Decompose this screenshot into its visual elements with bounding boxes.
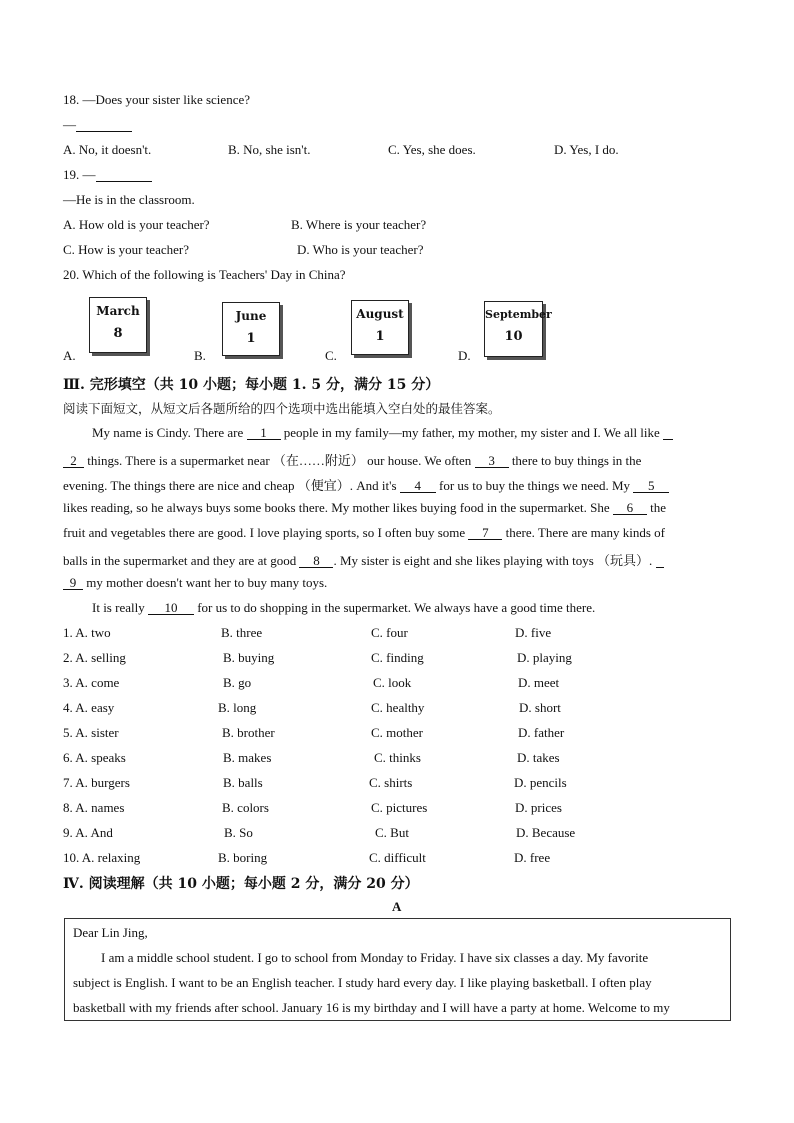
cloze-q8-d: D. prices [515,800,562,815]
cloze-q4-a: 4. A. easy [63,700,115,715]
letter-line-1: I am a middle school student. I go to school from Monday to Friday. I have six classes a day. My favorite [101,950,649,965]
q18-question: 18. —Does your sister like science? [63,92,251,107]
q18-option-d: D. Yes, I do. [554,142,619,157]
letter-line-2: subject is English. I want to be an English teacher. I study hard every day. I like playing basketball. I often play [73,975,652,990]
cloze-q6-b: B. makes [223,750,272,765]
cloze-q8-a: 8. A. names [63,800,125,815]
blank-3: 3 [475,454,509,468]
q20-letter-b: B. [194,348,206,363]
passage-line-4: likes reading, so he always buys some books there. My mother likes buying food in the supermarket. She 6 the [63,500,667,515]
cloze-q3-d: D. meet [518,675,560,690]
cloze-q10-d: D. free [514,850,551,865]
cloze-q2-c: C. finding [371,650,424,665]
cloze-q2-a: 2. A. selling [63,650,126,665]
cloze-q7-d: D. pencils [514,775,567,790]
passage-line-3: evening. The things there are nice and cheap （便宜）. And it's 4 for us to buy the things we need. My 5 [63,475,669,494]
q20-question: 20. Which of the following is Teachers' Day in China? [63,267,346,282]
cloze-q4-c: C. healthy [371,700,425,715]
passage-line-6: balls in the supermarket and they are at good 8 . My sister is eight and she likes playing with toys （玩具）. [63,550,664,569]
q18-option-b: B. No, she isn't. [228,142,311,157]
section4-part-label: A [392,899,402,914]
calendar-day: 8 [113,326,123,341]
cloze-q2-d: D. playing [517,650,572,665]
section3-instruction: 阅读下面短文，从短文后各题所给的四个选项中选出能填入空白处的最佳答案。 [63,401,501,416]
calendar-day: 10 [504,329,523,344]
q18-option-c: C. Yes, she does. [388,142,476,157]
cloze-q6-a: 6. A. speaks [63,750,126,765]
cloze-q1-d: D. five [515,625,552,640]
blank-9: 9 [63,576,83,590]
passage-line-1: My name is Cindy. There are 1 people in my family—my father, my mother, my sister and I. We all like [92,425,673,441]
blank-4: 4 [400,479,436,493]
cloze-q4-d: D. short [519,700,561,715]
calendar-card-september [484,301,552,357]
cloze-q1-b: B. three [221,625,263,640]
q18-option-a: A. No, it doesn't. [63,142,152,157]
blank-10: 10 [148,601,194,615]
blank-7: 7 [468,526,502,540]
calendar-month: March [96,304,140,318]
cloze-q9-d: D. Because [516,825,576,840]
q18-answer-blank: — [63,117,132,133]
calendar-card-june [222,302,280,356]
blank-8: 8 [299,554,333,568]
cloze-q9-a: 9. A. And [63,825,113,840]
calendar-month: September [485,308,552,321]
passage-line-7: 9 my mother doesn't want her to buy many toys. [63,575,327,591]
q19-option-b: B. Where is your teacher? [291,217,427,232]
cloze-q3-c: C. look [373,675,412,690]
passage-line-2: 2 things. There is a supermarket near （在……附近） our house. We often 3 there to buy things in the [63,450,641,469]
cloze-q10-b: B. boring [218,850,268,865]
cloze-q7-c: C. shirts [369,775,413,790]
cloze-q5-c: C. mother [371,725,423,740]
cloze-q7-a: 7. A. burgers [63,775,130,790]
reading-passage-box [64,918,731,1021]
calendar-month: June [235,309,267,323]
letter-line-3: basketball with my friends after school. January 16 is my birthday and I will have a party at home. Welcome to my [73,1000,670,1015]
q20-letter-c: C. [325,348,337,363]
cloze-q3-a: 3. A. come [63,675,120,690]
q20-letter-d: D. [458,348,471,363]
calendar-month: August [356,307,404,321]
cloze-q6-c: C. thinks [374,750,421,765]
passage-line-8: It is really 10 for us to do shopping in the supermarket. We always have a good time there. [92,600,596,615]
cloze-q10-a: 10. A. relaxing [63,850,141,865]
section3-title: Ⅲ. 完形填空（共 10 小题；每小题 1. 5 分，满分 15 分） [63,377,440,393]
cloze-q1-c: C. four [371,625,408,640]
blank-5: 5 [633,479,669,493]
cloze-q4-b: B. long [218,700,257,715]
calendar-day: 1 [375,329,385,344]
letter-greeting: Dear Lin Jing, [73,925,148,940]
q19-question: 19. — [63,167,152,183]
q19-answer-line: —He is in the classroom. [63,192,195,207]
blank-2: 2 [63,454,84,468]
q19-option-c: C. How is your teacher? [63,242,189,257]
passage-line-5: fruit and vegetables there are good. I love playing sports, so I often buy some 7 there. There are many kinds of [63,525,665,540]
cloze-q8-b: B. colors [222,800,269,815]
section4-title: Ⅳ. 阅读理解（共 10 小题；每小题 2 分，满分 20 分） [63,876,419,892]
cloze-q9-b: B. So [224,825,253,840]
cloze-q3-b: B. go [223,675,252,690]
blank-1: 1 [247,426,281,440]
cloze-q9-c: C. But [375,825,409,840]
cloze-q5-a: 5. A. sister [63,725,119,740]
q19-option-d: D. Who is your teacher? [297,242,424,257]
cloze-q6-d: D. takes [517,750,560,765]
cloze-q5-b: B. brother [222,725,275,740]
calendar-day: 1 [246,331,256,346]
cloze-q8-c: C. pictures [371,800,428,815]
cloze-q1-a: 1. A. two [63,625,111,640]
q19-option-a: A. How old is your teacher? [63,217,210,232]
cloze-q7-b: B. balls [223,775,263,790]
q20-letter-a: A. [63,348,76,363]
cloze-q5-d: D. father [518,725,565,740]
blank-6: 6 [613,501,647,515]
calendar-card-march [89,297,147,353]
calendar-card-august [351,300,409,355]
cloze-q10-c: C. difficult [369,850,426,865]
cloze-q2-b: B. buying [223,650,275,665]
